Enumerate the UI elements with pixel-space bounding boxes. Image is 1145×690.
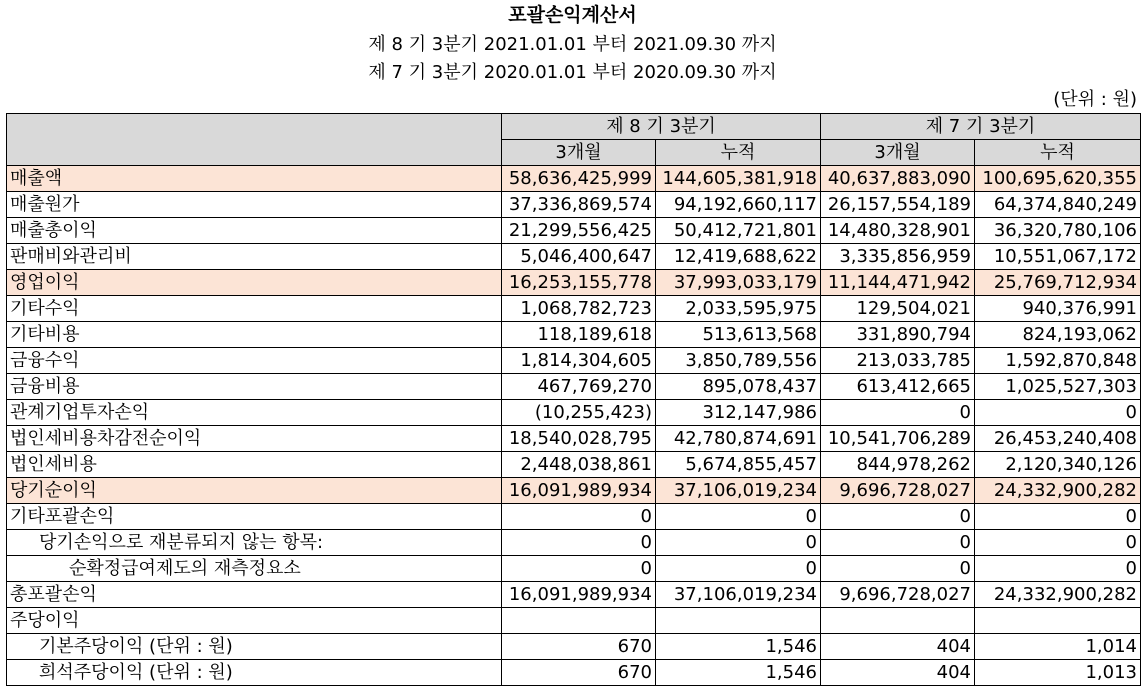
cell-value: 129,504,021 bbox=[821, 296, 975, 322]
row-label: 기타수익 bbox=[7, 296, 502, 322]
cell-value: 0 bbox=[821, 504, 975, 530]
cell-value: 5,674,855,457 bbox=[656, 452, 821, 478]
cell-value: 2,120,340,126 bbox=[975, 452, 1141, 478]
row-label: 순확정급여제도의 재측정요소 bbox=[7, 556, 502, 582]
cell-value: 1,592,870,848 bbox=[975, 348, 1141, 374]
cell-value: 1,025,527,303 bbox=[975, 374, 1141, 400]
cell-value bbox=[656, 608, 821, 634]
row-label: 영업이익 bbox=[7, 270, 502, 296]
cell-value: 25,769,712,934 bbox=[975, 270, 1141, 296]
row-diluted-eps bbox=[7, 660, 1141, 686]
cell-value: 331,890,794 bbox=[821, 322, 975, 348]
cell-value: 16,091,989,934 bbox=[502, 478, 656, 504]
row-label: 금융수익 bbox=[7, 348, 502, 374]
row-basic-eps bbox=[7, 634, 1141, 660]
cell-value: 16,091,989,934 bbox=[502, 582, 656, 608]
cell-value: 12,419,688,622 bbox=[656, 244, 821, 270]
cell-value: 37,993,033,179 bbox=[656, 270, 821, 296]
period-current: 제 8 기 3분기 2021.01.01 부터 2021.09.30 까지 bbox=[368, 34, 777, 55]
cell-value: 312,147,986 bbox=[656, 400, 821, 426]
cell-value bbox=[975, 608, 1141, 634]
unit-label: (단위 : 원) bbox=[1053, 89, 1137, 110]
cell-value: 64,374,840,249 bbox=[975, 192, 1141, 218]
cell-value: 1,814,304,605 bbox=[502, 348, 656, 374]
row-other-expenses bbox=[7, 322, 1141, 348]
cell-value: 1,013 bbox=[975, 660, 1141, 686]
cell-value: 0 bbox=[975, 504, 1141, 530]
header-prior-three-month: 3개월 bbox=[821, 140, 975, 166]
row-revenue bbox=[7, 166, 1141, 192]
cell-value: 58,636,425,999 bbox=[502, 166, 656, 192]
cell-value: 0 bbox=[975, 556, 1141, 582]
cell-value: 37,336,869,574 bbox=[502, 192, 656, 218]
cell-value: 16,253,155,778 bbox=[502, 270, 656, 296]
row-income-before-tax bbox=[7, 426, 1141, 452]
cell-value: 36,320,780,106 bbox=[975, 218, 1141, 244]
row-label: 주당이익 bbox=[7, 608, 502, 634]
cell-value: 2,448,038,861 bbox=[502, 452, 656, 478]
row-label: 기타비용 bbox=[7, 322, 502, 348]
cell-value: 24,332,900,282 bbox=[975, 478, 1141, 504]
cell-value: 0 bbox=[656, 504, 821, 530]
row-finance-costs bbox=[7, 374, 1141, 400]
cell-value: 213,033,785 bbox=[821, 348, 975, 374]
cell-value: 404 bbox=[821, 660, 975, 686]
cell-value: 11,144,471,942 bbox=[821, 270, 975, 296]
header-row-group bbox=[7, 114, 1141, 140]
cell-value: 3,850,789,556 bbox=[656, 348, 821, 374]
row-other-comprehensive-income bbox=[7, 504, 1141, 530]
cell-value: 94,192,660,117 bbox=[656, 192, 821, 218]
row-label: 총포괄손익 bbox=[7, 582, 502, 608]
row-other-income bbox=[7, 296, 1141, 322]
cell-value: 0 bbox=[502, 556, 656, 582]
cell-value: 37,106,019,234 bbox=[656, 478, 821, 504]
header-group-prior: 제 7 기 3분기 bbox=[821, 114, 1141, 140]
cell-value: 37,106,019,234 bbox=[656, 582, 821, 608]
cell-value: 404 bbox=[821, 634, 975, 660]
cell-value: 824,193,062 bbox=[975, 322, 1141, 348]
header-group-current: 제 8 기 3분기 bbox=[502, 114, 821, 140]
row-label: 법인세비용차감전순이익 bbox=[7, 426, 502, 452]
header-current-three-month: 3개월 bbox=[502, 140, 656, 166]
cell-value: 0 bbox=[502, 530, 656, 556]
row-label: 매출원가 bbox=[7, 192, 502, 218]
cell-value: 1,546 bbox=[656, 634, 821, 660]
cell-value: 26,453,240,408 bbox=[975, 426, 1141, 452]
row-label: 기타포괄손익 bbox=[7, 504, 502, 530]
cell-value: 2,033,595,975 bbox=[656, 296, 821, 322]
cell-value: 844,978,262 bbox=[821, 452, 975, 478]
cell-value: 40,637,883,090 bbox=[821, 166, 975, 192]
row-operating-income bbox=[7, 270, 1141, 296]
row-label: 매출액 bbox=[7, 166, 502, 192]
cell-value: 1,546 bbox=[656, 660, 821, 686]
row-label: 법인세비용 bbox=[7, 452, 502, 478]
cell-value bbox=[502, 608, 656, 634]
row-label: 판매비와관리비 bbox=[7, 244, 502, 270]
header-prior-cumulative: 누적 bbox=[975, 140, 1141, 166]
cell-value: 10,541,706,289 bbox=[821, 426, 975, 452]
period-prior: 제 7 기 3분기 2020.01.01 부터 2020.09.30 까지 bbox=[368, 62, 777, 83]
cell-value: (10,255,423) bbox=[502, 400, 656, 426]
header-current-cumulative: 누적 bbox=[656, 140, 821, 166]
cell-value: 467,769,270 bbox=[502, 374, 656, 400]
cell-value: 10,551,067,172 bbox=[975, 244, 1141, 270]
cell-value: 670 bbox=[502, 634, 656, 660]
cell-value: 0 bbox=[821, 530, 975, 556]
cell-value: 14,480,328,901 bbox=[821, 218, 975, 244]
cell-value: 144,605,381,918 bbox=[656, 166, 821, 192]
cell-value: 5,046,400,647 bbox=[502, 244, 656, 270]
row-associates-gain-loss bbox=[7, 400, 1141, 426]
cell-value: 0 bbox=[975, 400, 1141, 426]
row-finance-income bbox=[7, 348, 1141, 374]
row-not-reclassified-items bbox=[7, 530, 1141, 556]
row-total-comprehensive-income bbox=[7, 582, 1141, 608]
row-gross-profit bbox=[7, 218, 1141, 244]
row-remeasurement-defined-benefit bbox=[7, 556, 1141, 582]
cell-value: 1,014 bbox=[975, 634, 1141, 660]
cell-value: 9,696,728,027 bbox=[821, 582, 975, 608]
cell-value: 513,613,568 bbox=[656, 322, 821, 348]
row-sga bbox=[7, 244, 1141, 270]
row-earnings-per-share bbox=[7, 608, 1141, 634]
row-cost-of-sales bbox=[7, 192, 1141, 218]
cell-value: 24,332,900,282 bbox=[975, 582, 1141, 608]
cell-value: 0 bbox=[502, 504, 656, 530]
cell-value: 0 bbox=[975, 530, 1141, 556]
cell-value: 613,412,665 bbox=[821, 374, 975, 400]
cell-value bbox=[821, 608, 975, 634]
cell-value: 21,299,556,425 bbox=[502, 218, 656, 244]
row-net-income bbox=[7, 478, 1141, 504]
cell-value: 118,189,618 bbox=[502, 322, 656, 348]
row-income-tax bbox=[7, 452, 1141, 478]
cell-value: 895,078,437 bbox=[656, 374, 821, 400]
header-account bbox=[7, 114, 502, 166]
row-label: 희석주당이익 (단위 : 원) bbox=[7, 660, 502, 686]
row-label: 금융비용 bbox=[7, 374, 502, 400]
cell-value: 26,157,554,189 bbox=[821, 192, 975, 218]
cell-value: 3,335,856,959 bbox=[821, 244, 975, 270]
row-label: 관계기업투자손익 bbox=[7, 400, 502, 426]
cell-value: 42,780,874,691 bbox=[656, 426, 821, 452]
row-label: 매출총이익 bbox=[7, 218, 502, 244]
cell-value: 940,376,991 bbox=[975, 296, 1141, 322]
cell-value: 18,540,028,795 bbox=[502, 426, 656, 452]
row-label: 기본주당이익 (단위 : 원) bbox=[7, 634, 502, 660]
row-label: 당기손익으로 재분류되지 않는 항목: bbox=[7, 530, 502, 556]
cell-value: 670 bbox=[502, 660, 656, 686]
cell-value: 100,695,620,355 bbox=[975, 166, 1141, 192]
income-statement-table bbox=[6, 113, 1141, 686]
row-label: 당기순이익 bbox=[7, 478, 502, 504]
cell-value: 50,412,721,801 bbox=[656, 218, 821, 244]
cell-value: 0 bbox=[656, 530, 821, 556]
cell-value: 0 bbox=[821, 400, 975, 426]
cell-value: 9,696,728,027 bbox=[821, 478, 975, 504]
cell-value: 0 bbox=[656, 556, 821, 582]
statement-title: 포괄손익계산서 bbox=[508, 4, 637, 26]
cell-value: 1,068,782,723 bbox=[502, 296, 656, 322]
cell-value: 0 bbox=[821, 556, 975, 582]
